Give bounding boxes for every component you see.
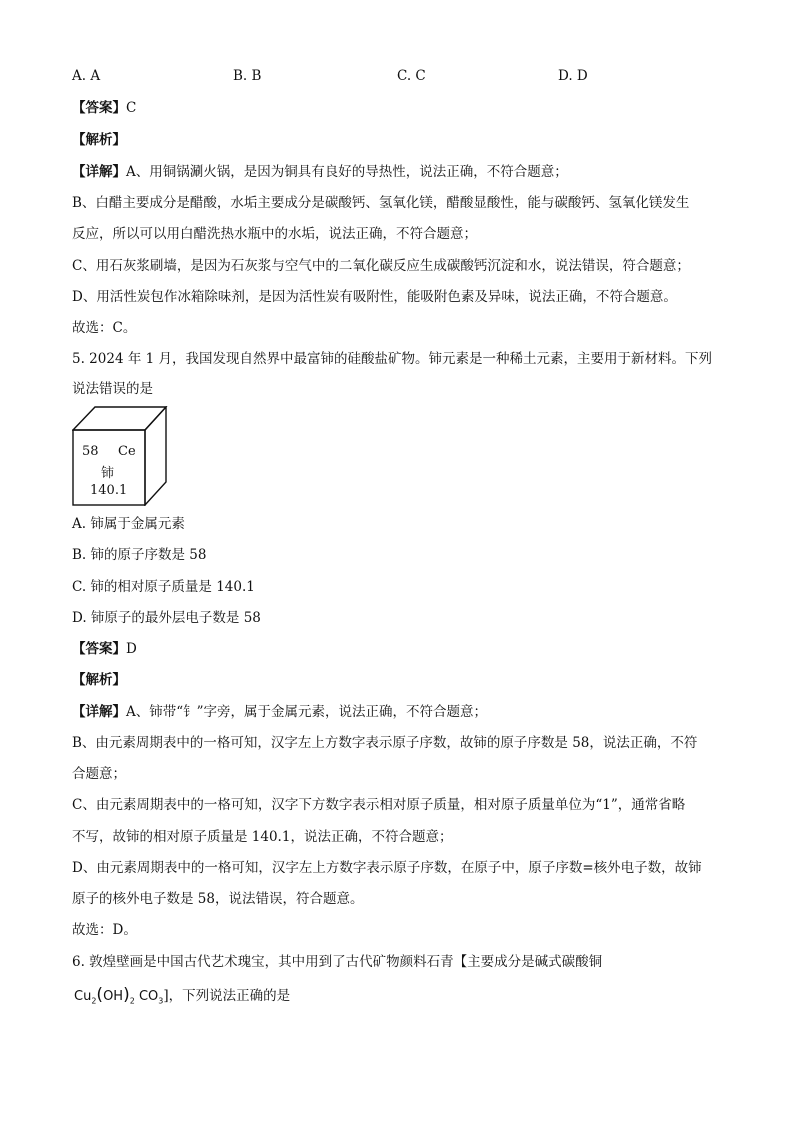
q6-stem-line-2 (74, 986, 290, 1011)
q5-option-c: C. 铈的相对原子质量是 140.1 (72, 579, 255, 595)
q4-detail-line-2: B、白醋主要成分是醋酸，水垢主要成分是碳酸钙、氢氧化镁，醋酸显酸性，能与碳酸钙、氢氧化镁发生 (72, 195, 690, 211)
q4-detail-line-1 (72, 163, 568, 181)
q4-detail-line-3: 反应，所以可以用白醋洗热水瓶中的水垢，说法正确，不符合题意； (72, 226, 477, 242)
q5-stem-line-2: 说法错误的是 (72, 381, 153, 397)
q5-option-b: B. 铈的原子序数是 58 (72, 547, 207, 563)
q6-stem-tail: ]，下列说法正确的是 (163, 988, 291, 1004)
q4-detail-line-5: D、用活性炭包作冰箱除味剂，是因为活性炭有吸附性，能吸附色素及异味，说法正确，不符合题意。 (72, 289, 677, 305)
option-c: C. C (397, 68, 426, 84)
q5-detail-line-4: C、由元素周期表中的一格可知，汉字下方数字表示相对原子质量，相对原子质量单位为“1”，通常省略 (72, 797, 686, 813)
q5-detail-line-1 (72, 703, 487, 721)
q6-stem-line-1: 6. 敦煌壁画是中国古代艺术瑰宝，其中用到了古代矿物颜料石青【主要成分是碱式碳酸铜 (72, 954, 603, 970)
detail-tag: 【详解】 (72, 164, 126, 180)
element-name: 铈 (101, 466, 115, 481)
q5-option-d: D. 铈原子的最外层电子数是 58 (72, 610, 261, 626)
q4-conclusion: 故选：C。 (72, 320, 137, 336)
q4-analysis-heading: 【解析】 (72, 132, 126, 148)
element-cell-figure (72, 406, 168, 506)
q4-detail-line-4: C、用石灰浆刷墙，是因为石灰浆与空气中的二氧化碳反应生成碳酸钙沉淀和水，说法错误，符合题意； (72, 258, 690, 274)
q5-stem-line-1: 5. 2024 年 1 月，我国发现自然界中最富铈的硅酸盐矿物。铈元素是一种稀土元素，主要用于新材料。下列 (72, 351, 712, 367)
element-symbol: Ce (118, 444, 136, 459)
q5-answer (72, 640, 137, 658)
answer-tag: 【答案】 (72, 100, 126, 116)
detail-text: A、用铜锅涮火锅，是因为铜具有良好的导热性，说法正确，不符合题意； (126, 164, 568, 180)
answer-tag: 【答案】 (72, 641, 126, 657)
q5-conclusion: 故选：D。 (72, 922, 137, 938)
q4-answer (72, 99, 136, 117)
answer-value: D (126, 641, 137, 657)
chemical-formula: $Cu_2(OH)_2$ $CO_3$ (74, 985, 164, 1006)
q5-detail-line-6: D、由元素周期表中的一格可知，汉字左上方数字表示原子序数，在原子中，原子序数=核外电子数，故铈 (72, 860, 702, 876)
option-b: B. B (233, 68, 262, 84)
option-d: D. D (558, 68, 588, 84)
q5-detail-line-3: 合题意； (72, 766, 126, 782)
q5-detail-line-5: 不写，故铈的相对原子质量是 140.1，说法正确，不符合题意； (72, 829, 453, 845)
detail-text: A、铈带“钅”字旁，属于金属元素，说法正确，不符合题意； (126, 704, 488, 720)
q5-analysis-heading: 【解析】 (72, 672, 126, 688)
q5-option-a: A. 铈属于金属元素 (72, 516, 185, 532)
detail-tag: 【详解】 (72, 704, 126, 720)
atomic-mass: 140.1 (90, 483, 128, 498)
q5-detail-line-7: 原子的核外电子数是 58，说法错误，符合题意。 (72, 891, 364, 907)
answer-value: C (126, 100, 137, 116)
q5-detail-line-2: B、由元素周期表中的一格可知，汉字左上方数字表示原子序数，故铈的原子序数是 58，说法正确，不符 (72, 735, 698, 751)
atomic-number: 58 (82, 444, 99, 459)
option-a: A. A (72, 68, 101, 84)
